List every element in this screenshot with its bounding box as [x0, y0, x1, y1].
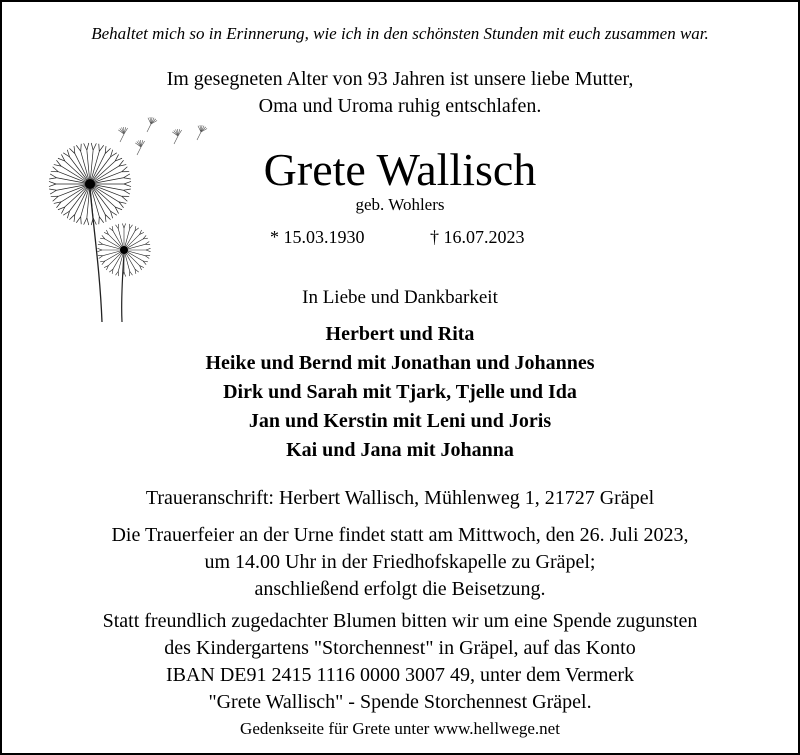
birth-name: geb. Wohlers — [355, 195, 445, 214]
ceremony-text — [2, 522, 798, 603]
family-member: Dirk und Sarah mit Tjark, Tjelle und Ida — [223, 381, 577, 403]
family-list — [2, 320, 798, 465]
mourning-address: Traueranschrift: Herbert Wallisch, Mühlenweg 1, 21727 Gräpel — [145, 487, 655, 509]
birth-date: * 15.03.1930 — [270, 227, 365, 247]
ceremony-line: Die Trauerfeier an der Urne findet statt am Mittwoch, den 26. Juli 2023, — [111, 524, 689, 546]
death-date: † 16.07.2023 — [430, 227, 525, 247]
donation-line: des Kindergartens "Storchennest" in Gräpel, auf das Konto — [164, 637, 636, 659]
family-member: Heike und Bernd mit Jonathan und Johannes — [205, 352, 595, 374]
family-member: Jan und Kerstin mit Leni und Joris — [248, 410, 552, 432]
ceremony-line: anschließend erfolgt die Beisetzung. — [254, 578, 546, 600]
intro-line: Im gesegneten Alter von 93 Jahren ist unsere liebe Mutter, — [166, 68, 634, 90]
ceremony-line: um 14.00 Uhr in der Friedhofskapelle zu Gräpel; — [204, 551, 596, 573]
donation-line: IBAN DE91 2415 1116 0000 3007 49, unter dem Vermerk — [165, 664, 635, 686]
family-member: Kai und Jana mit Johanna — [286, 439, 514, 461]
motto: Behaltet mich so in Erinnerung, wie ich in den schönsten Stunden mit euch zusammen war. — [91, 24, 709, 43]
donation-line: Statt freundlich zugedachter Blumen bitten wir um eine Spende zugunsten — [102, 610, 698, 632]
memorial-link[interactable]: Gedenkseite für Grete unter www.hellwege.net — [240, 719, 560, 738]
deceased-name: Grete Wallisch — [263, 144, 537, 195]
donation-line: "Grete Wallisch" - Spende Storchennest Gräpel. — [208, 691, 592, 713]
thanks-line: In Liebe und Dankbarkeit — [302, 287, 498, 308]
intro-line: Oma und Uroma ruhig entschlafen. — [258, 95, 542, 117]
donation-text — [2, 608, 798, 716]
family-member: Herbert und Rita — [325, 323, 475, 345]
